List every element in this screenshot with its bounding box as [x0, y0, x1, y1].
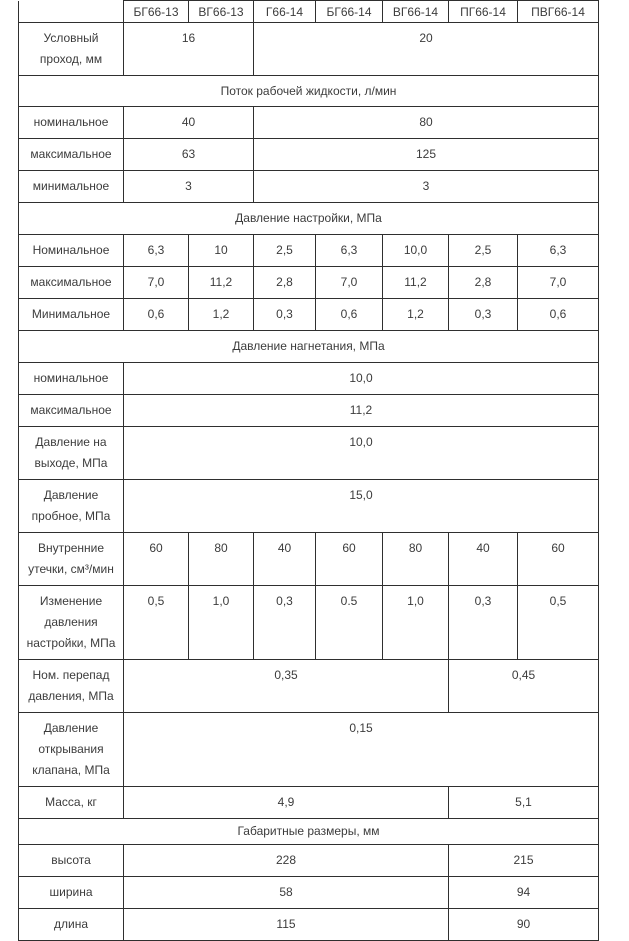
row-label: Ном. перепад давления, МПа [19, 660, 124, 713]
table-row [19, 23, 599, 76]
value-cell: 3 [254, 171, 599, 203]
column-header: ПГ66-14 [449, 1, 518, 23]
value-cell: 3 [124, 171, 254, 203]
value-cell: 0,3 [254, 586, 316, 660]
value-cell: 6,3 [124, 235, 189, 267]
value-cell: 0,5 [518, 586, 599, 660]
value-cell: 60 [124, 533, 189, 586]
row-label: Изменение давления настройки, МПа [19, 586, 124, 660]
value-cell: 7,0 [124, 267, 189, 299]
value-cell: 1,2 [189, 299, 254, 331]
value-cell: 1,0 [189, 586, 254, 660]
row-label: максимальное [19, 395, 124, 427]
row-label: Внутренние утечки, см³/мин [19, 533, 124, 586]
value-cell: 125 [254, 139, 599, 171]
value-cell: 6,3 [316, 235, 383, 267]
value-cell: 15,0 [124, 480, 599, 533]
section-row [19, 819, 599, 845]
table-row [19, 395, 599, 427]
value-cell: 10,0 [124, 363, 599, 395]
value-cell: 20 [254, 23, 599, 76]
table-row [19, 107, 599, 139]
value-cell: 11,2 [383, 267, 449, 299]
value-cell: 0,6 [316, 299, 383, 331]
table-row [19, 480, 599, 533]
section-header: Давление настройки, МПа [19, 203, 599, 235]
table-row [19, 660, 599, 713]
row-label: максимальное [19, 139, 124, 171]
value-cell: 40 [254, 533, 316, 586]
section-row [19, 203, 599, 235]
table-row [19, 845, 599, 877]
row-label: Минимальное [19, 299, 124, 331]
value-cell: 11,2 [124, 395, 599, 427]
row-label: длина [19, 909, 124, 941]
value-cell: 4,9 [124, 787, 449, 819]
table-row [19, 787, 599, 819]
value-cell: 10,0 [124, 427, 599, 480]
value-cell: 7,0 [518, 267, 599, 299]
value-cell: 0,3 [449, 586, 518, 660]
row-label: высота [19, 845, 124, 877]
table-row [19, 139, 599, 171]
row-label: Давление на выходе, МПа [19, 427, 124, 480]
header-row [19, 1, 599, 23]
table-row [19, 909, 599, 941]
value-cell: 2,5 [254, 235, 316, 267]
value-cell: 80 [254, 107, 599, 139]
row-label: ширина [19, 877, 124, 909]
value-cell: 5,1 [449, 787, 599, 819]
value-cell: 80 [189, 533, 254, 586]
value-cell: 6,3 [518, 235, 599, 267]
value-cell: 0.5 [316, 586, 383, 660]
specs-table [18, 0, 599, 941]
column-header: БГ66-14 [316, 1, 383, 23]
row-label: номинальное [19, 107, 124, 139]
value-cell: 40 [124, 107, 254, 139]
row-label: номинальное [19, 363, 124, 395]
value-cell: 228 [124, 845, 449, 877]
table-row [19, 533, 599, 586]
table-row [19, 427, 599, 480]
value-cell: 0,15 [124, 713, 599, 787]
table-row [19, 171, 599, 203]
column-header: ВГ66-14 [383, 1, 449, 23]
table-row [19, 299, 599, 331]
column-header: ВГ66-13 [189, 1, 254, 23]
row-label: Давление открывания клапана, МПа [19, 713, 124, 787]
table-row [19, 363, 599, 395]
value-cell: 58 [124, 877, 449, 909]
table-row [19, 713, 599, 787]
section-header: Поток рабочей жидкости, л/мин [19, 76, 599, 107]
section-header: Давление нагнетания, МПа [19, 331, 599, 363]
value-cell: 0,3 [449, 299, 518, 331]
column-header: БГ66-13 [124, 1, 189, 23]
table-body [19, 23, 599, 941]
value-cell: 0,6 [518, 299, 599, 331]
column-header: ПВГ66-14 [518, 1, 599, 23]
value-cell: 60 [518, 533, 599, 586]
value-cell: 215 [449, 845, 599, 877]
value-cell: 2,5 [449, 235, 518, 267]
table-row [19, 235, 599, 267]
value-cell: 7,0 [316, 267, 383, 299]
row-label: Номинальное [19, 235, 124, 267]
value-cell: 0,3 [254, 299, 316, 331]
value-cell: 40 [449, 533, 518, 586]
value-cell: 94 [449, 877, 599, 909]
row-label: Давление пробное, МПа [19, 480, 124, 533]
value-cell: 80 [383, 533, 449, 586]
value-cell: 2,8 [449, 267, 518, 299]
section-row [19, 76, 599, 107]
value-cell: 2,8 [254, 267, 316, 299]
value-cell: 11,2 [189, 267, 254, 299]
value-cell: 90 [449, 909, 599, 941]
row-label: Масса, кг [19, 787, 124, 819]
section-row [19, 331, 599, 363]
value-cell: 0,45 [449, 660, 599, 713]
column-header: Г66-14 [254, 1, 316, 23]
value-cell: 0,6 [124, 299, 189, 331]
value-cell: 63 [124, 139, 254, 171]
value-cell: 60 [316, 533, 383, 586]
table-row [19, 267, 599, 299]
value-cell: 115 [124, 909, 449, 941]
table-header [19, 1, 599, 23]
section-header: Габаритные размеры, мм [19, 819, 599, 845]
value-cell: 0,35 [124, 660, 449, 713]
table-row [19, 586, 599, 660]
value-cell: 10,0 [383, 235, 449, 267]
row-label: Условный проход, мм [19, 23, 124, 76]
row-label: максимальное [19, 267, 124, 299]
table-row [19, 877, 599, 909]
value-cell: 1,0 [383, 586, 449, 660]
value-cell: 10 [189, 235, 254, 267]
value-cell: 0,5 [124, 586, 189, 660]
value-cell: 1,2 [383, 299, 449, 331]
corner-cell [19, 1, 124, 23]
value-cell: 16 [124, 23, 254, 76]
row-label: минимальное [19, 171, 124, 203]
